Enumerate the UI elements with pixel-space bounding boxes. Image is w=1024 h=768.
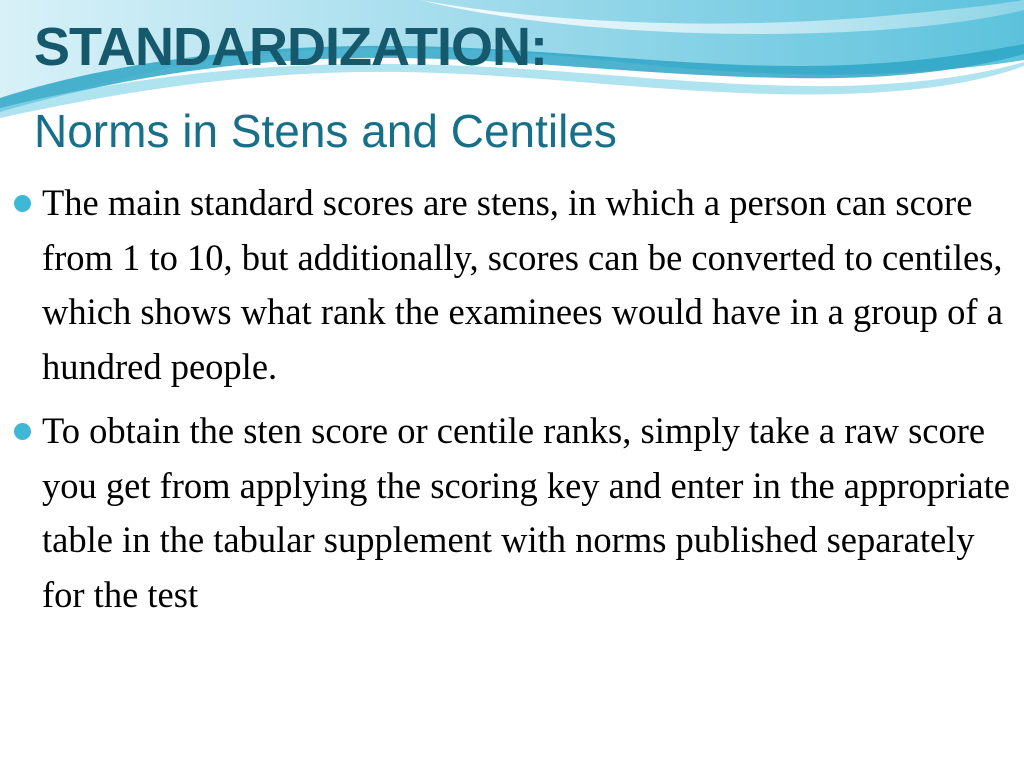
bullet-marker-icon — [14, 195, 31, 212]
bullet-text: The main standard scores are stens, in which a person can score from 1 to 10, but additionally, scores can be converted to centiles, which shows what rank the examinees would have in a group of a hundred people. — [42, 182, 1003, 387]
slide-title: STANDARDIZATION: — [34, 17, 547, 77]
bullet-list — [14, 176, 1014, 632]
slide-subtitle: Norms in Stens and Centiles — [34, 105, 617, 157]
bullet-item — [14, 404, 1014, 622]
bullet-text: To obtain the sten score or centile ranks, simply take a raw score you get from applying the scoring key and enter in the appropriate table in the tabular supplement with norms published separately for the test — [42, 410, 1010, 615]
bullet-marker-icon — [14, 423, 31, 440]
bullet-item — [14, 176, 1014, 394]
